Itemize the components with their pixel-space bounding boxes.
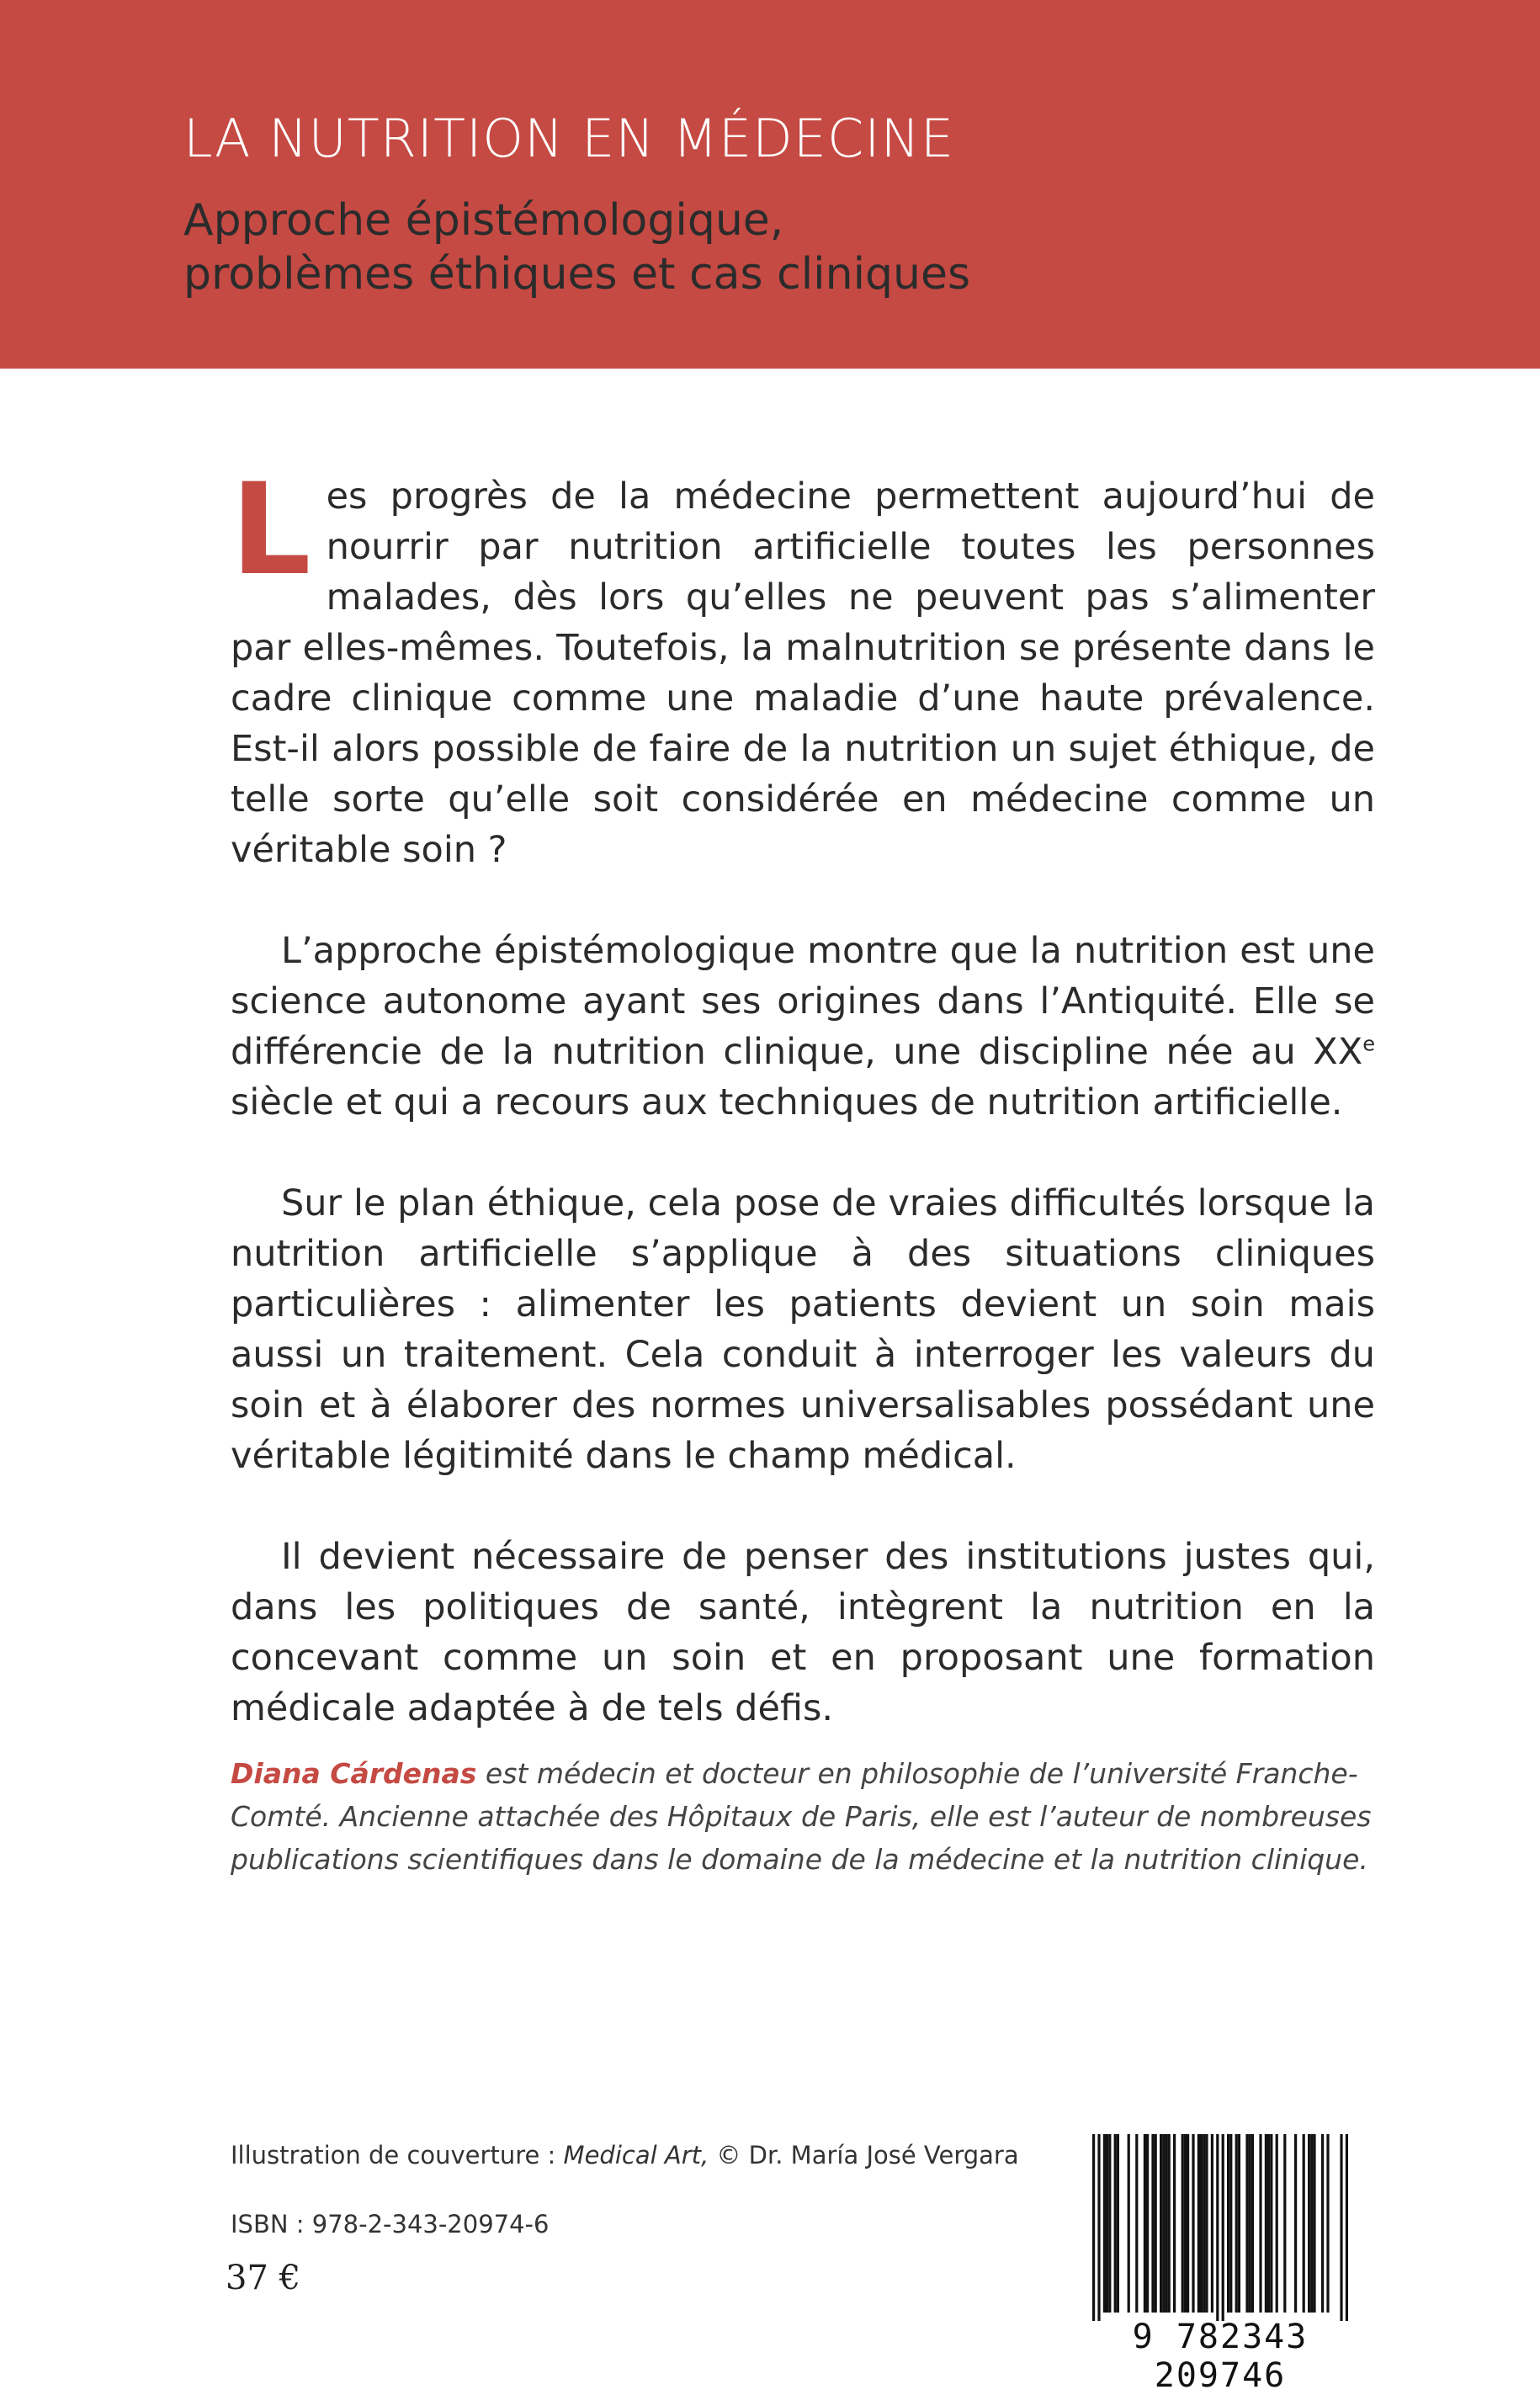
barcode-bars (1069, 2129, 1372, 2323)
barcode-bar (1205, 2134, 1208, 2313)
barcode-bar (1346, 2134, 1348, 2321)
author-name: Diana Cárdenas (231, 1757, 477, 1790)
barcode-bar (1187, 2134, 1189, 2313)
barcode-bar (1259, 2134, 1261, 2313)
book-title: LA NUTRITION EN MÉDECINE (183, 108, 955, 169)
barcode-bar (1267, 2134, 1270, 2313)
paragraph-1-text: es progrès de la médecine permettent aujourd’hui de nourrir par nutrition artificielle toutes les personnes malades, dès lors qu’elles ne peuvent pas s’alimenter par elles-mêmes. Toutefois, la malnutrition se présente dans le cadre clinique comme une maladie d’une haute prévalence. Est-il alors possible de faire de la nutrition un sujet éthique, de telle sorte qu’elle soit considérée en médecine comme un véritable soin ? (231, 475, 1375, 871)
barcode-bar (1229, 2134, 1232, 2313)
credit-title: Medical Art, (563, 2141, 709, 2169)
barcode-bar (1144, 2134, 1146, 2313)
barcode-bar (1294, 2134, 1297, 2313)
barcode-bar (1182, 2134, 1184, 2313)
century-superscript: e (1362, 1032, 1375, 1056)
paragraph-2 (231, 926, 1375, 1128)
barcode-bar (1238, 2134, 1240, 2313)
author-bio (231, 1752, 1392, 1881)
barcode-bar (1270, 2134, 1272, 2313)
author-bio-text: est médecin et docteur en philosophie de l’université Franche-Comté. Ancienne attachée des Hôpitaux de Paris, elle est l’auteur de nombreuses publications scientifiques dans le domaine de la médecine et la nutrition clinique. (231, 1757, 1372, 1876)
subtitle-line-1: Approche épistémologique, (183, 195, 784, 246)
barcode-bar (1162, 2134, 1165, 2313)
barcode-bar (1128, 2134, 1130, 2313)
isbn: ISBN : 978-2-343-20974-6 (231, 2210, 550, 2238)
price: 37 € (226, 2259, 301, 2297)
barcode-bar (1117, 2134, 1119, 2313)
barcode-bar (1184, 2134, 1187, 2313)
barcode-bar (1245, 2134, 1248, 2313)
paragraph-1 (231, 457, 1375, 875)
header-band (0, 0, 1540, 369)
barcode-bar (1211, 2134, 1213, 2313)
paragraph-2-text-a: L’approche épistémologique montre que la nutrition est une science autonome ayant ses origines dans l’Antiquité. Elle se différencie de la nutrition clinique, une discipline née au XX (231, 930, 1375, 1073)
barcode-bar (1308, 2134, 1310, 2313)
barcode-bar (1313, 2134, 1315, 2313)
barcode-bar (1092, 2134, 1095, 2321)
barcode-bar (1235, 2134, 1238, 2313)
barcode-bar (1326, 2134, 1329, 2313)
barcode-bar (1108, 2134, 1111, 2313)
barcode-bar (1222, 2134, 1224, 2321)
barcode-bar (1276, 2134, 1278, 2313)
barcode-bar (1283, 2134, 1286, 2313)
barcode-bar (1135, 2134, 1138, 2313)
barcode-bar (1106, 2134, 1108, 2313)
paragraph-4: Il devient nécessaire de penser des institutions justes qui, dans les politiques de santé, intègrent la nutrition en la concevant comme un soin et en proposant une formation médicale adaptée à de tels défis. (231, 1536, 1375, 1729)
barcode-bar (1160, 2134, 1162, 2313)
illustration-credit (231, 2141, 1019, 2169)
barcode-bar (1303, 2134, 1305, 2313)
barcode-bar (1168, 2134, 1171, 2313)
barcode-bar (1203, 2134, 1205, 2313)
barcode-bar (1340, 2134, 1342, 2321)
barcode-bar (1103, 2134, 1106, 2313)
barcode-digits: 9 782343 209746 (1132, 2318, 1309, 2395)
paragraph-3: Sur le plan éthique, cela pose de vraies difficultés lorsque la nutrition artificielle s’applique à des situations cliniques particulières : alimenter les patients devient un soin mais aussi un traitement. Cela conduit à interroger les valeurs du soin et à élaborer des normes universalisables possédant une véritable légitimité dans le champ médical. (231, 1182, 1375, 1477)
barcode-bar (1265, 2134, 1267, 2313)
barcode (1069, 2129, 1372, 2395)
barcode-bar (1151, 2134, 1154, 2313)
barcode-bar (1310, 2134, 1313, 2313)
blurb (231, 457, 1375, 1784)
book-subtitle (183, 194, 970, 301)
barcode-bar (1227, 2134, 1229, 2313)
drop-cap: L (231, 457, 311, 603)
barcode-bar (1114, 2134, 1117, 2313)
barcode-bar (1200, 2134, 1203, 2313)
barcode-bar (1192, 2134, 1194, 2313)
barcode-bar (1251, 2134, 1254, 2313)
credit-suffix: © Dr. María José Vergara (709, 2141, 1019, 2169)
barcode-bar (1197, 2134, 1200, 2313)
credit-prefix: Illustration de couverture : (231, 2141, 564, 2169)
paragraph-2-text-b: siècle et qui a recours aux techniques de nutrition artificielle. (231, 1081, 1343, 1123)
barcode-bar (1249, 2134, 1251, 2313)
barcode-bar (1216, 2134, 1219, 2321)
barcode-bar (1097, 2134, 1100, 2321)
barcode-bar (1173, 2134, 1176, 2313)
barcode-bar (1155, 2134, 1157, 2313)
barcode-bar (1146, 2134, 1149, 2313)
barcode-bar (1165, 2134, 1167, 2313)
subtitle-line-2: problèmes éthiques et cas cliniques (183, 249, 971, 300)
barcode-bar (1321, 2134, 1324, 2313)
